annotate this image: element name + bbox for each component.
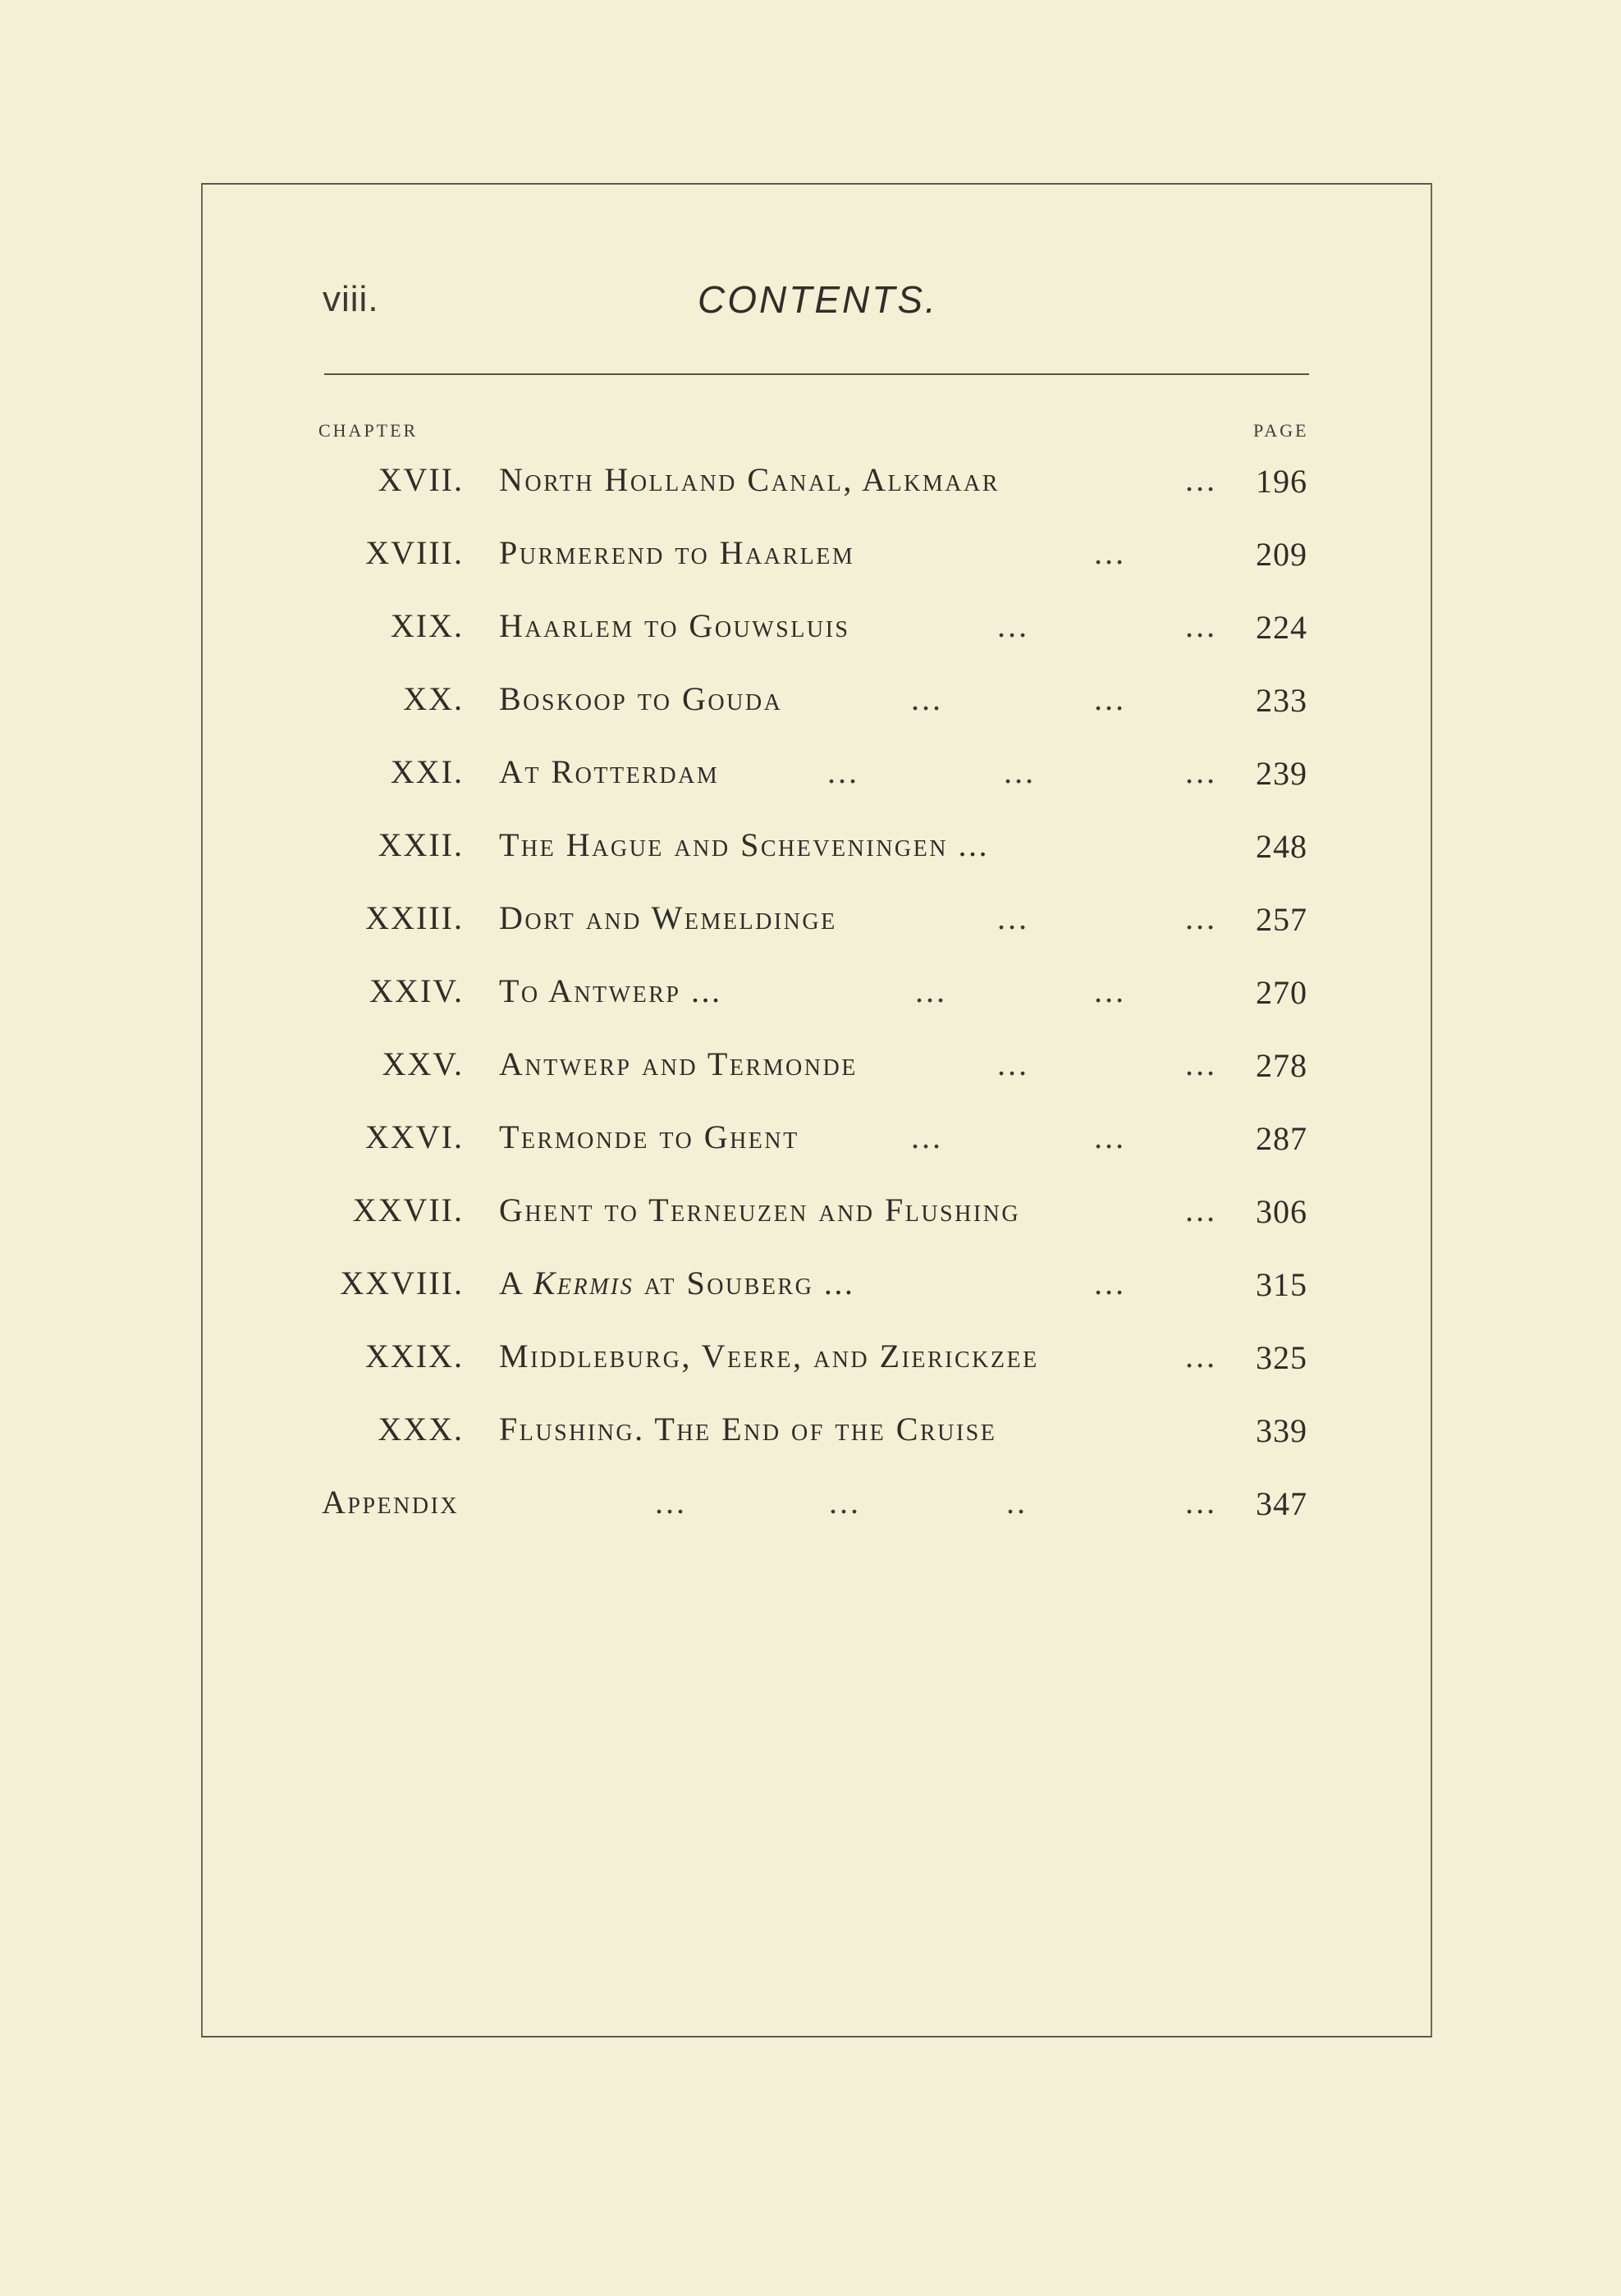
dot-leader: .. [1006,1484,1028,1521]
chapter-title: Ghent to Terneuzen and Flushing [499,1191,1021,1228]
contents-entry [0,898,1621,955]
dot-leader: ... [1185,1484,1217,1521]
chapter-title: Antwerp and Termonde [499,1045,858,1082]
contents-entry [0,460,1621,517]
contents-entry [0,1336,1621,1393]
chapter-number: XXVIII. [340,1265,464,1301]
chapter-number: XXIII. [365,899,464,936]
dot-leader: ... [1004,753,1036,790]
chapter-title: Middleburg, Veere, and Zierickzee [499,1338,1039,1374]
page-ref: 239 [1256,755,1307,792]
chapter-title: To Antwerp ... [499,972,722,1009]
page-ref: 306 [1256,1193,1307,1230]
dot-leader: ... [997,607,1029,644]
chapter-title [499,1263,854,1304]
dot-leader: ... [997,899,1029,936]
contents-entry [0,1117,1621,1174]
appendix-title: Appendix [322,1484,460,1521]
contents-entry [0,533,1621,590]
page-ref: 209 [1256,536,1307,573]
chapter-title: Dort and Wemeldinge [499,899,837,936]
chapter-title: Haarlem to Gouwsluis [499,607,850,644]
chapter-title: Purmerend to Haarlem [499,534,855,571]
dot-leader: ... [997,1045,1029,1082]
page-ref: 325 [1256,1339,1307,1376]
page-ref: 196 [1256,463,1307,500]
contents-entry-appendix [0,1482,1621,1539]
chapter-number: XXV. [382,1045,464,1082]
dot-leader: ... [1185,461,1217,498]
title-prefix: A [499,1265,533,1301]
page-ref: 315 [1256,1266,1307,1303]
contents-entry [0,679,1621,736]
contents-entry [0,971,1621,1028]
chapter-number: XXI. [390,753,464,790]
contents-entry [0,606,1621,663]
page-ref: 339 [1256,1412,1307,1449]
chapter-number: XVIII. [365,534,464,571]
page-ref: 233 [1256,682,1307,719]
chapter-title: At Rotterdam [499,753,720,790]
dot-leader: ... [1185,1191,1217,1228]
chapter-title: North Holland Canal, Alkmaar [499,461,1000,498]
dot-leader: ... [1185,1045,1217,1082]
chapter-number: XXIV. [369,972,464,1009]
dot-leader: ... [1094,1265,1126,1301]
contents-entry [0,1409,1621,1466]
chapter-title: The Hague and Scheveningen ... [499,826,989,863]
chapter-number: XXIX. [365,1338,464,1374]
dot-leader: ... [911,1118,943,1155]
page-ref: 224 [1256,609,1307,646]
page-ref: 257 [1256,901,1307,938]
chapter-number: XXII. [378,826,464,863]
dot-leader: ... [655,1484,687,1521]
contents-entry [0,1044,1621,1101]
header-rule [324,373,1309,375]
chapter-number: XVII. [378,461,464,498]
dot-leader: ... [1185,607,1217,644]
dot-leader: ... [915,972,947,1009]
chapter-column-heading: CHAPTER [318,420,419,441]
dot-leader: ... [1185,753,1217,790]
page-ref: 278 [1256,1047,1307,1084]
page-number: viii. [323,279,379,319]
chapter-number: XXVI. [365,1118,464,1155]
dot-leader: ... [1094,972,1126,1009]
contents-entry [0,752,1621,809]
chapter-title: Termonde to Ghent [499,1118,799,1155]
dot-leader: ... [1185,1338,1217,1374]
page-ref: 248 [1256,828,1307,865]
page-ref: 347 [1256,1485,1307,1522]
contents-entry [0,1190,1621,1247]
chapter-number: XIX. [390,607,464,644]
title-suffix: at Souberg ... [634,1265,855,1301]
chapter-number: XX. [403,680,464,717]
contents-entry [0,825,1621,882]
dot-leader: ... [829,1484,861,1521]
page-ref: 287 [1256,1120,1307,1157]
contents-entry [0,1263,1621,1320]
chapter-title: Flushing. The End of the Cruise [499,1411,997,1448]
running-head: CONTENTS. [698,278,938,321]
chapter-number: XXVII. [352,1191,464,1228]
chapter-number: XXX. [378,1411,464,1448]
title-italic: Kermis [533,1265,634,1301]
dot-leader: ... [1185,899,1217,936]
page-column-heading: PAGE [1253,420,1309,441]
dot-leader: ... [827,753,859,790]
dot-leader: ... [1094,680,1126,717]
dot-leader: ... [1094,1118,1126,1155]
dot-leader: ... [1094,534,1126,571]
chapter-title: Boskoop to Gouda [499,680,783,717]
dot-leader: ... [911,680,943,717]
page-ref: 270 [1256,974,1307,1011]
